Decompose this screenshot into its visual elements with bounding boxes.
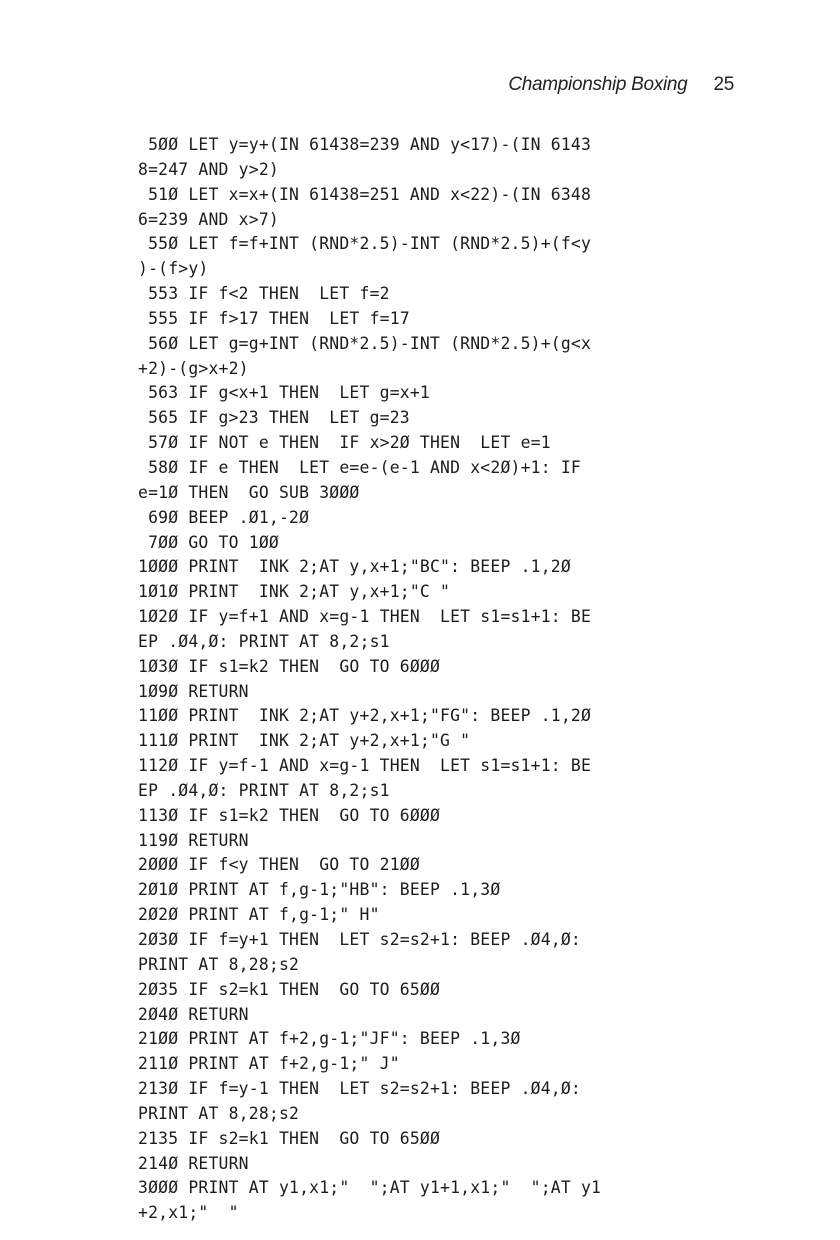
code-line: 1Ø3Ø IF s1=k2 THEN GO TO 6ØØØ <box>138 656 441 676</box>
code-line: 1Ø9Ø RETURN <box>138 681 249 701</box>
code-line: 119Ø RETURN <box>138 830 249 850</box>
code-line: 2Ø3Ø IF f=y+1 THEN LET s2=s2+1: BEEP .Ø4,Ø: <box>138 930 581 949</box>
code-line: 5ØØ LET y=y+(IN 61438=239 AND y<17)-(IN 6143 <box>138 135 592 154</box>
code-line: 1ØØØ PRINT INK 2;AT y,x+1;"BC": BEEP .1,2Ø <box>138 557 571 577</box>
code-line: 56Ø LET g=g+INT (RND*2.5)-INT (RND*2.5)+(g<x <box>138 333 592 353</box>
code-line: 555 IF f>17 THEN LET f=17 <box>138 308 410 328</box>
code-line: 2ØØØ IF f<y THEN GO TO 21ØØ <box>138 855 420 875</box>
code-line: EP .Ø4,Ø: PRINT AT 8,2;s1 <box>138 631 390 651</box>
code-line: 3ØØØ PRINT AT y1,x1;" ";AT y1+1,x1;" ";AT y1 <box>138 1178 602 1198</box>
code-line: 8=247 AND y>2) <box>138 159 279 179</box>
code-line: 111Ø PRINT INK 2;AT y+2,x+1;"G " <box>138 731 471 751</box>
code-line: 21ØØ PRINT AT f+2,g-1;"JF": BEEP .1,3Ø <box>138 1029 521 1049</box>
code-line: )-(f>y) <box>138 259 209 279</box>
code-line: 57Ø IF NOT e THEN IF x>2Ø THEN LET e=1 <box>138 433 551 453</box>
code-line: +2)-(g>x+2) <box>138 358 249 378</box>
code-line: 2Ø4Ø RETURN <box>138 1004 249 1024</box>
code-line: 113Ø IF s1=k2 THEN GO TO 6ØØØ <box>138 805 441 825</box>
code-line: PRINT AT 8,28;s2 <box>138 1103 300 1123</box>
chapter-title: Championship Boxing <box>508 74 688 95</box>
code-line: 213Ø IF f=y-1 THEN LET s2=s2+1: BEEP .Ø4,Ø: <box>138 1079 581 1099</box>
code-line: e=1Ø THEN GO SUB 3ØØØ <box>138 482 360 502</box>
code-line: 2Ø35 IF s2=k1 THEN GO TO 65ØØ <box>138 979 441 999</box>
code-line: 58Ø IF e THEN LET e=e-(e-1 AND x<2Ø)+1: IF <box>138 457 581 477</box>
code-line: 563 IF g<x+1 THEN LET g=x+1 <box>138 383 430 403</box>
code-line: 1Ø2Ø IF y=f+1 AND x=g-1 THEN LET s1=s1+1: BE <box>138 607 592 627</box>
code-line: 2135 IF s2=k1 THEN GO TO 65ØØ <box>138 1128 441 1148</box>
program-listing <box>138 133 601 1226</box>
page-header <box>508 74 734 96</box>
code-line: +2,x1;" " <box>138 1203 239 1223</box>
code-line: 211Ø PRINT AT f+2,g-1;" J" <box>138 1054 400 1074</box>
code-line: 2Ø1Ø PRINT AT f,g-1;"HB": BEEP .1,3Ø <box>138 880 501 900</box>
code-line: 1Ø1Ø PRINT INK 2;AT y,x+1;"C " <box>138 582 451 602</box>
code-line: 553 IF f<2 THEN LET f=2 <box>138 284 390 304</box>
code-line: 214Ø RETURN <box>138 1153 249 1173</box>
code-line: 11ØØ PRINT INK 2;AT y+2,x+1;"FG": BEEP .1,2Ø <box>138 706 592 726</box>
code-line: 7ØØ GO TO 1ØØ <box>138 532 279 552</box>
code-line: 6=239 AND x>7) <box>138 209 279 229</box>
code-line: 2Ø2Ø PRINT AT f,g-1;" H" <box>138 905 380 925</box>
page-number: 25 <box>713 74 734 95</box>
code-line: 565 IF g>23 THEN LET g=23 <box>138 408 410 428</box>
code-line: 69Ø BEEP .Ø1,-2Ø <box>138 507 310 527</box>
code-line: 112Ø IF y=f-1 AND x=g-1 THEN LET s1=s1+1: BE <box>138 756 592 776</box>
code-line: EP .Ø4,Ø: PRINT AT 8,2;s1 <box>138 780 390 800</box>
code-line: 51Ø LET x=x+(IN 61438=251 AND x<22)-(IN 6348 <box>138 184 592 204</box>
code-line: 55Ø LET f=f+INT (RND*2.5)-INT (RND*2.5)+(f<y <box>138 234 592 254</box>
code-line: PRINT AT 8,28;s2 <box>138 954 300 974</box>
